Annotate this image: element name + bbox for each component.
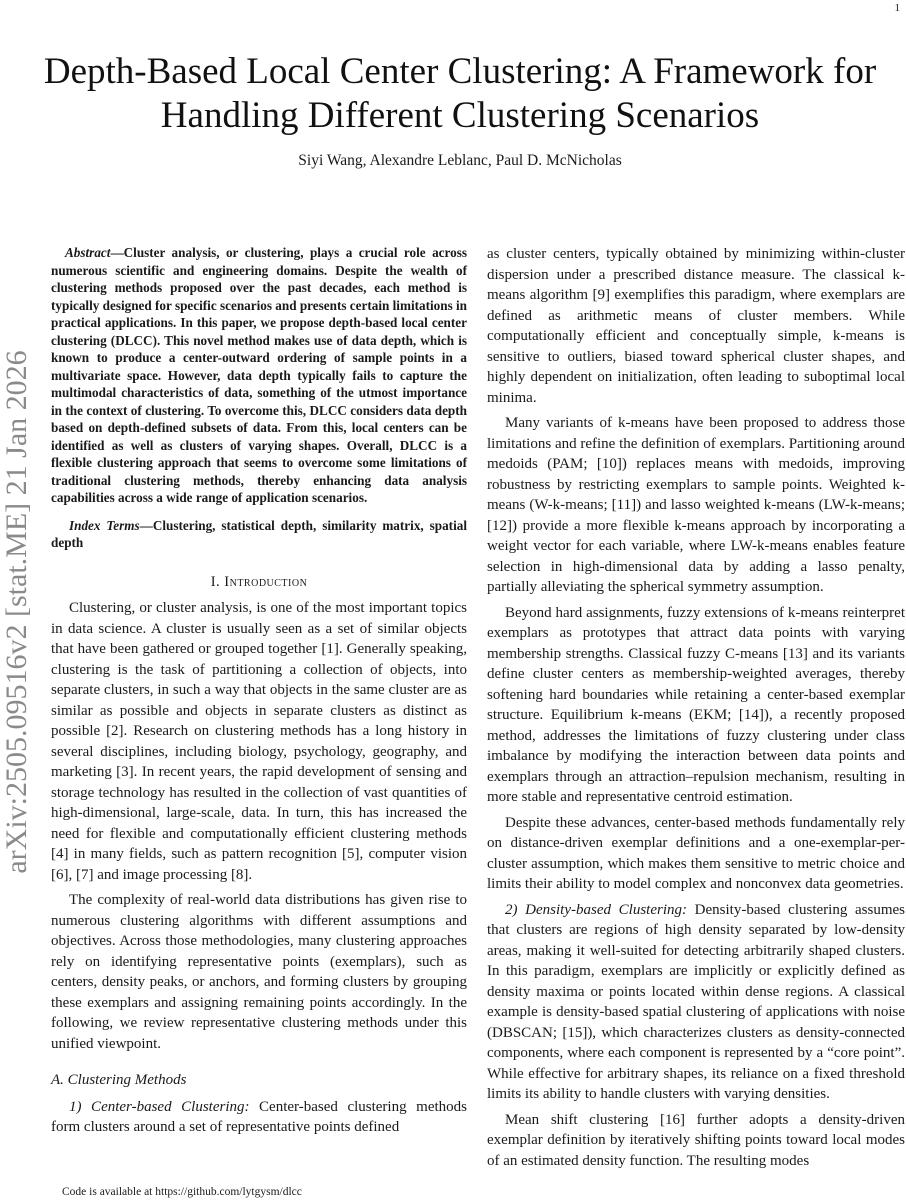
author-list: Siyi Wang, Alexandre Leblanc, Paul D. McNicholas (298, 152, 622, 169)
body-paragraph: Beyond hard assignments, fuzzy extensions of k-means reinterpret exemplars as prototypes that attract data points with varying membership strengths. Classical fuzzy C-means [13] and its variants define cluster centers as membership-weighted averages, thereby softening hard boundaries while retaining a center-based exemplar structure. Equilibrium k-means (EKM; [14]), a recently proposed method, addresses the limitations of fuzzy clustering under class imbalance by modifying the interaction between data points and exemplars through an attraction–repulsion mechanism, resulting in more stable and representative centroid estimation. (487, 604, 905, 805)
code-availability-footnote: Code is available at https://github.com/lytgysm/dlcc (62, 1186, 302, 1198)
arxiv-stamp (0, 312, 34, 912)
abstract-lead: Abstract (65, 245, 111, 260)
abstract (51, 244, 467, 507)
section-heading-introduction: I. Introduction (210, 573, 308, 590)
density-based-text: Density-based clustering assumes that clusters are regions of high density separated by low-density areas, making it well-suited for detecting arbitrarily shaped clusters. In this paradigm, exemplars are implicitly or explicitly defined as density maxima or points located within dense regions. A classical example is density-based spatial clustering of applications with noise (DBSCAN; [15]), which characterizes clusters as density-connected components, where each component is represented by a “core point”. While effective for arbitrary shapes, its reliance on a fixed threshold limits its ability to handle clusters with varying densities. (487, 901, 905, 1102)
density-based-heading: 2) Density-based Clustering: (505, 901, 687, 918)
arxiv-stamp-text: arXiv:2505.09516v2 [stat.ME] 21 Jan 2026 (0, 350, 33, 874)
paper-title: Depth-Based Local Center Clustering: A Framework for Handling Different Clustering Scenarios (43, 51, 877, 136)
center-based-heading: 1) Center-based Clustering: (69, 1098, 250, 1115)
density-based-paragraph (487, 900, 905, 1105)
intro-paragraph: Clustering, or cluster analysis, is one of the most important topics in data science. A cluster is usually seen as a set of similar objects that have been gathered or grouped together [1]. Generally speaking, clustering is the task of partitioning a collection of objects, into separate clusters, in such a way that objects in the same cluster are as similar as possible and objects in separate clusters as distinct as possible [2]. Research on clustering methods has a long history in several disciplines, including biology, psychology, geography, and marketing [3]. In recent years, the rapid development of sensing and storage technology has resulted in the collection of vast quantities of high-dimensional, large-scale, data. In turn, this has increased the need for flexible and computationally efficient clustering methods [4] in many fields, such as pattern recognition [5], computer vision [6], [7] and image processing [8]. (51, 600, 467, 883)
page-number: 1 (894, 2, 900, 14)
body-paragraph: Despite these advances, center-based methods fundamentally rely on distance-driven exemplar definitions and a one-exemplar-per-cluster assumption, which makes them sensitive to metric choice and limits their ability to model complex and nonconvex data geometries. (487, 814, 905, 892)
center-based-text: Center-based clustering methods form clusters around a set of representative points defined (51, 1098, 467, 1135)
center-based-paragraph (51, 1097, 467, 1138)
body-paragraph: Many variants of k-means have been proposed to address those limitations and refine the definition of exemplars. Partitioning around medoids (PAM; [10]) replaces means with medoids, improving robustness by restricting exemplars to sample points. Weighted k-means (W-k-means; [11]) and lasso weighted k-means (LW-k-means; [12]) provide a more flexible k-means approach by incorporating a weight vector for each variable, where LW-k-means enables feature selection in high-dimensional data by adding a lasso penalty, partially alleviating the spherical symmetry assumption. (487, 415, 905, 595)
index-terms-lead: Index Terms (69, 517, 140, 533)
left-column (51, 244, 467, 1138)
intro-paragraph: The complexity of real-world data distributions has given rise to numerous clustering algorithms with different assumptions and objectives. Across those methodologies, many clustering approaches rely on identifying representative points (exemplars), such as centers, density peaks, or anchors, and forming clusters by grouping these exemplars and assigning remaining points accordingly. In the following, we review representative clustering methods under this unified viewpoint. (51, 892, 467, 1052)
index-terms (51, 517, 467, 552)
body-paragraph: as cluster centers, typically obtained by minimizing within-cluster dispersion under a prescribed distance measure. The classical k-means algorithm [9] exemplifies this paradigm, where exemplars are defined as arithmetic means of cluster members. While computationally efficient and conceptually simple, k-means is sensitive to outliers, biased toward spherical cluster shapes, and highly dependent on initialization, often leading to suboptimal local minima. (487, 246, 905, 406)
mean-shift-paragraph: Mean shift clustering [16] further adopts a density-driven exemplar definition by iteratively shifting points toward local modes of an estimated density function. The resulting modes (487, 1111, 905, 1169)
index-terms-text: —Clustering, statistical depth, similarity matrix, spatial depth (51, 517, 467, 550)
abstract-text: —Cluster analysis, or clustering, plays a crucial role across numerous scientific and engineering domains. Despite the wealth of clustering methods proposed over the past decades, each method is typically designed for specific scenarios and presents certain limitations in practical applications. In this paper, we propose depth-based local center clustering (DLCC). This novel method makes use of data depth, which is known to produce a center-outward ordering of sample points in a multivariate space. However, data depth typically fails to capture the multimodal characteristics of data, something of the utmost importance in the context of clustering. To overcome this, DLCC considers data depth based on depth-defined subsets of data. From this, local centers can be identified as well as clusters of varying shapes. Overall, DLCC is a flexible clustering approach that seems to overcome some limitations of traditional clustering methods, thereby enhancing data analysis capabilities across a wide range of application scenarios. (51, 245, 468, 505)
right-column (487, 244, 905, 1171)
subsection-heading-clustering-methods: A. Clustering Methods (51, 1072, 187, 1088)
